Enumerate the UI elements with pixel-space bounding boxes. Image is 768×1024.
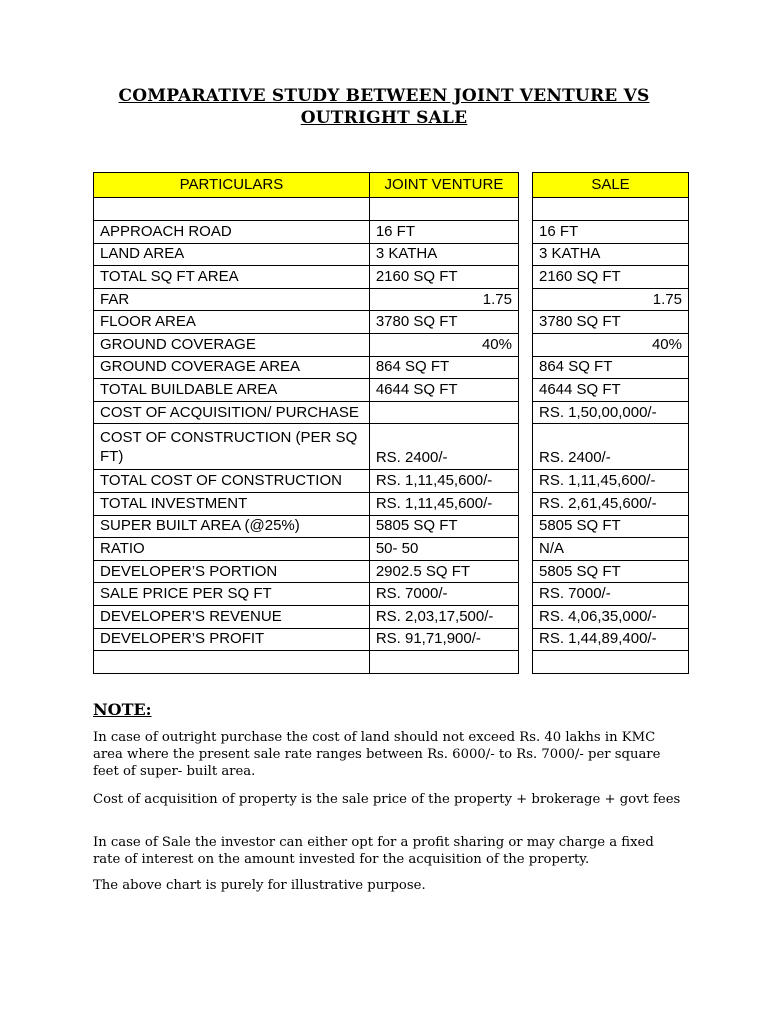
jv-value-cell: RS. 7000/- [369,583,518,606]
jv-value-cell: 1.75 [369,288,518,311]
sale-value-cell: 3780 SQ FT [533,311,689,334]
table-row [533,221,689,244]
table-row [533,628,689,651]
empty-row [533,198,689,221]
jv-value-cell: 4644 SQ FT [369,379,518,402]
jv-value-cell: 50- 50 [369,538,518,561]
table-row [533,401,689,424]
jv-value-cell: 2160 SQ FT [369,266,518,289]
empty-cell [533,198,689,221]
table-row [94,492,519,515]
particular-cell: RATIO [94,538,370,561]
sale-value-cell: 16 FT [533,221,689,244]
sale-value-cell: 4644 SQ FT [533,379,689,402]
empty-row [94,198,519,221]
empty-cell [369,651,518,674]
jv-value-cell: 864 SQ FT [369,356,518,379]
table-row [94,560,519,583]
sale-value-cell: RS. 1,11,45,600/- [533,470,689,493]
sale-value-cell: RS. 1,44,89,400/- [533,628,689,651]
table-row [533,243,689,266]
particular-cell: COST OF ACQUISITION/ PURCHASE [94,401,370,424]
table-row [94,356,519,379]
particular-cell: SUPER BUILT AREA (@25%) [94,515,370,538]
jv-value-cell: 3 KATHA [369,243,518,266]
table-row [94,243,519,266]
sale-value-cell: RS. 2,61,45,600/- [533,492,689,515]
particular-cell: GROUND COVERAGE AREA [94,356,370,379]
particular-cell: DEVELOPER’S REVENUE [94,605,370,628]
jv-value-cell: RS. 2,03,17,500/- [369,605,518,628]
note-paragraph: The above chart is purely for illustrative purpose. [93,878,426,893]
table-row [533,266,689,289]
table-row [94,538,519,561]
document-title-line-2: OUTRIGHT SALE [300,108,468,128]
sale-value-cell: 5805 SQ FT [533,515,689,538]
table-row [533,583,689,606]
particular-cell: GROUND COVERAGE [94,333,370,356]
document-title-line-1: COMPARATIVE STUDY BETWEEN JOINT VENTURE VS [118,86,650,106]
header-row [94,173,519,198]
jv-value-cell: 40% [369,333,518,356]
empty-cell [94,651,370,674]
table-row [94,333,519,356]
particular-cell: FLOOR AREA [94,311,370,334]
sale-value-cell: RS. 4,06,35,000/- [533,605,689,628]
jv-value-cell: RS. 2400/- [369,424,518,470]
sale-value-cell: RS. 1,50,00,000/- [533,401,689,424]
table-row [533,288,689,311]
sale-table [532,172,689,674]
table-row [94,515,519,538]
header-row [533,173,689,198]
table-row [533,424,689,470]
jv-value-cell: RS. 91,71,900/- [369,628,518,651]
header-sale: SALE [533,173,689,198]
note-paragraph: In case of Sale the investor can either opt for a profit sharing or may charge a fixed rate of interest on the amount invested for the acquisition of the property. [93,835,654,867]
jv-value-cell: RS. 1,11,45,600/- [369,492,518,515]
header-particulars: PARTICULARS [94,173,370,198]
jv-value-cell: 2902.5 SQ FT [369,560,518,583]
sale-value-cell: 1.75 [533,288,689,311]
note-heading: NOTE: [93,700,152,719]
empty-row [94,651,519,674]
table-row [533,333,689,356]
particular-cell: DEVELOPER’S PORTION [94,560,370,583]
sale-value-cell: 3 KATHA [533,243,689,266]
particular-cell: TOTAL COST OF CONSTRUCTION [94,470,370,493]
note-paragraph: Cost of acquisition of property is the sale price of the property + brokerage + govt fees [93,792,681,807]
table-row [533,356,689,379]
table-row [533,605,689,628]
particular-cell: TOTAL BUILDABLE AREA [94,379,370,402]
table-row [533,538,689,561]
particular-cell: FAR [94,288,370,311]
joint-venture-table [93,172,519,674]
sale-value-cell: 2160 SQ FT [533,266,689,289]
table-row [94,311,519,334]
table-row [94,470,519,493]
particular-cell: COST OF CONSTRUCTION (PER SQ FT) [94,424,370,470]
empty-cell [94,198,370,221]
table-row [94,424,519,470]
table-row [533,470,689,493]
sale-value-cell: 40% [533,333,689,356]
table-row [533,492,689,515]
table-row [94,379,519,402]
table-row [533,515,689,538]
table-row [94,266,519,289]
jv-value-cell: 5805 SQ FT [369,515,518,538]
table-row [94,401,519,424]
jv-value-cell: 3780 SQ FT [369,311,518,334]
jv-value-cell: RS. 1,11,45,600/- [369,470,518,493]
sale-value-cell: 5805 SQ FT [533,560,689,583]
particular-cell: SALE PRICE PER SQ FT [94,583,370,606]
table-row [94,221,519,244]
note-paragraph: In case of outright purchase the cost of land should not exceed Rs. 40 lakhs in KMC area where the present sale rate ranges between Rs. 6000/- to Rs. 7000/- per square feet of super- built area. [93,730,661,779]
particular-cell: TOTAL INVESTMENT [94,492,370,515]
particular-cell: DEVELOPER’S PROFIT [94,628,370,651]
sale-value-cell: RS. 7000/- [533,583,689,606]
jv-value-cell: 16 FT [369,221,518,244]
particular-cell: APPROACH ROAD [94,221,370,244]
table-row [533,379,689,402]
table-row [94,628,519,651]
sale-value-cell: N/A [533,538,689,561]
sale-value-cell: 864 SQ FT [533,356,689,379]
empty-row [533,651,689,674]
empty-cell [369,198,518,221]
table-row [533,311,689,334]
table-row [94,583,519,606]
header-joint-venture: JOINT VENTURE [369,173,518,198]
table-row [533,560,689,583]
particular-cell: LAND AREA [94,243,370,266]
empty-cell [533,651,689,674]
sale-value-cell: RS. 2400/- [533,424,689,470]
table-row [94,288,519,311]
jv-value-cell [369,401,518,424]
table-row [94,605,519,628]
particular-cell: TOTAL SQ FT AREA [94,266,370,289]
